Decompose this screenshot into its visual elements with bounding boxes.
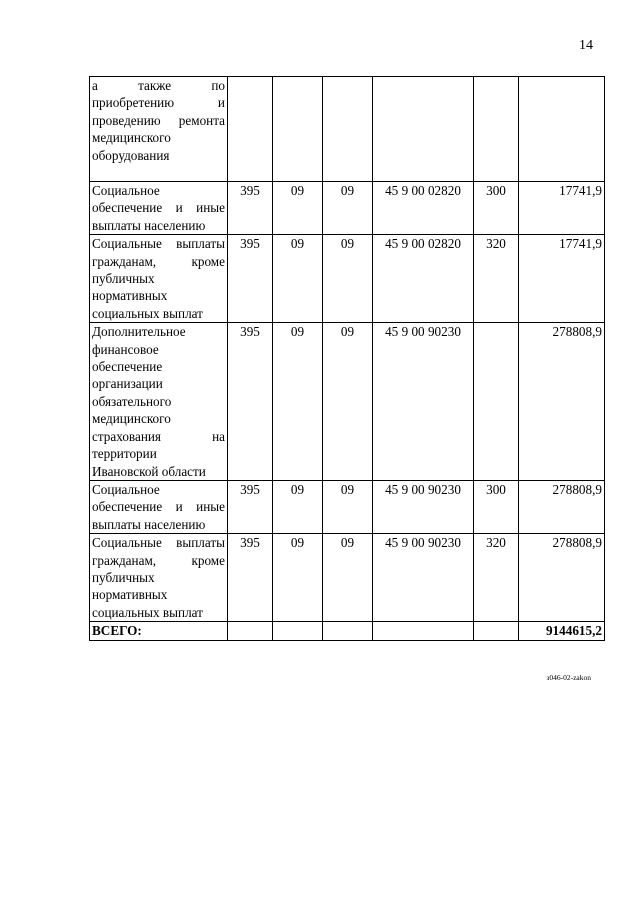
row-vr [474, 323, 519, 481]
row-sum: 278808,9 [519, 534, 605, 622]
row-rz: 09 [273, 182, 323, 235]
row-name: а также по приобретению и проведению ремонта медицинского оборудования [90, 77, 228, 182]
row-sum: 278808,9 [519, 323, 605, 481]
row-csr: 45 9 00 90230 [373, 323, 474, 481]
row-vr: 300 [474, 480, 519, 533]
total-label: ВСЕГО: [90, 622, 228, 640]
row-pr [323, 77, 373, 182]
row-vr: 320 [474, 235, 519, 323]
row-rz: 09 [273, 235, 323, 323]
table-row [90, 182, 605, 235]
total-empty-cell [373, 622, 474, 640]
document-code: з046-02-zakon [546, 673, 591, 682]
row-pr: 09 [323, 182, 373, 235]
row-ved: 395 [228, 534, 273, 622]
row-csr: 45 9 00 02820 [373, 235, 474, 323]
row-rz: 09 [273, 480, 323, 533]
row-rz: 09 [273, 534, 323, 622]
total-sum: 9144615,2 [519, 622, 605, 640]
row-pr: 09 [323, 480, 373, 533]
row-csr: 45 9 00 02820 [373, 182, 474, 235]
row-pr: 09 [323, 534, 373, 622]
row-ved: 395 [228, 182, 273, 235]
row-vr: 320 [474, 534, 519, 622]
total-empty-cell [474, 622, 519, 640]
row-name: Социальное обеспечение и иные выплаты населению [90, 480, 228, 533]
page-number: 14 [579, 38, 593, 53]
table-row [90, 77, 605, 182]
row-csr: 45 9 00 90230 [373, 534, 474, 622]
table-row [90, 235, 605, 323]
row-sum: 17741,9 [519, 235, 605, 323]
row-ved: 395 [228, 480, 273, 533]
row-sum [519, 77, 605, 182]
table-row [90, 323, 605, 481]
row-vr: 300 [474, 182, 519, 235]
row-csr [373, 77, 474, 182]
row-csr: 45 9 00 90230 [373, 480, 474, 533]
row-name: Социальные выплаты гражданам, кроме публичных нормативных социальных выплат [90, 534, 228, 622]
row-sum: 17741,9 [519, 182, 605, 235]
row-name: Социальное обеспечение и иные выплаты населению [90, 182, 228, 235]
total-empty-cell [273, 622, 323, 640]
total-empty-cell [323, 622, 373, 640]
table-row [90, 480, 605, 533]
row-pr: 09 [323, 323, 373, 481]
row-rz [273, 77, 323, 182]
budget-table [89, 76, 605, 641]
total-empty-cell [228, 622, 273, 640]
row-name: Дополнительное финансовое обеспечение организации обязательного медицинского страхования на территории Ивановской области [90, 323, 228, 481]
row-pr: 09 [323, 235, 373, 323]
row-ved [228, 77, 273, 182]
row-ved: 395 [228, 323, 273, 481]
row-sum: 278808,9 [519, 480, 605, 533]
row-ved: 395 [228, 235, 273, 323]
row-name: Социальные выплаты гражданам, кроме публичных нормативных социальных выплат [90, 235, 228, 323]
row-rz: 09 [273, 323, 323, 481]
row-vr [474, 77, 519, 182]
table-row [90, 534, 605, 622]
total-row [90, 622, 605, 640]
